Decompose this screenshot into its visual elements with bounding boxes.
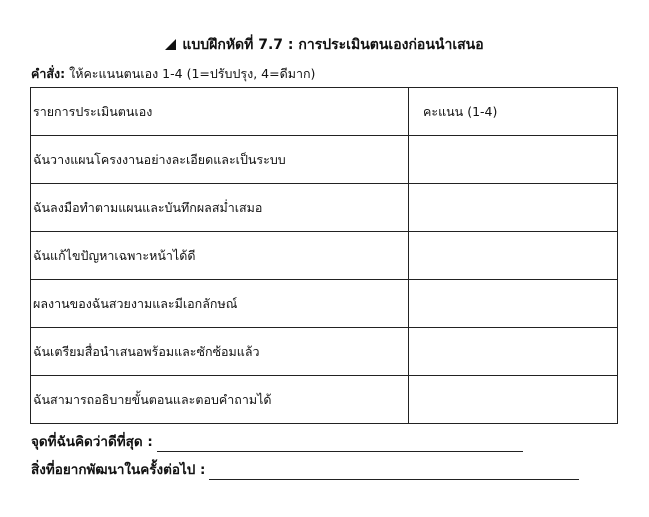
item-cell: ฉันแก้ไขปัญหาเฉพาะหน้าได้ดี bbox=[31, 232, 409, 280]
self-evaluation-table bbox=[30, 87, 618, 424]
improve-label: สิ่งที่อยากพัฒนาในครั้งต่อไป : bbox=[31, 462, 206, 478]
improve-blank[interactable] bbox=[209, 465, 579, 480]
table-row bbox=[31, 280, 618, 328]
item-cell: ฉันลงมือทำตามแผนและบันทึกผลสม่ำเสมอ bbox=[31, 184, 409, 232]
improve-line bbox=[31, 458, 579, 480]
score-cell[interactable] bbox=[409, 328, 618, 376]
instruction bbox=[31, 64, 315, 84]
best-point-label: จุดที่ฉันคิดว่าดีที่สุด : bbox=[31, 434, 153, 450]
instruction-text: ให้คะแนนตนเอง 1-4 (1=ปรับปรุง, 4=ดีมาก) bbox=[65, 66, 316, 81]
score-cell[interactable] bbox=[409, 280, 618, 328]
header-score: คะแนน (1-4) bbox=[409, 88, 618, 136]
item-cell: ฉันเตรียมสื่อนำเสนอพร้อมและซักซ้อมแล้ว bbox=[31, 328, 409, 376]
title-text: แบบฝึกหัดที่ 7.7 : การประเมินตนเองก่อนนำเสนอ bbox=[182, 37, 484, 53]
table-row bbox=[31, 376, 618, 424]
table-row bbox=[31, 184, 618, 232]
triangle-icon bbox=[165, 39, 176, 50]
item-cell: ฉันวางแผนโครงงานอย่างละเอียดและเป็นระบบ bbox=[31, 136, 409, 184]
score-cell[interactable] bbox=[409, 376, 618, 424]
score-cell[interactable] bbox=[409, 184, 618, 232]
score-cell[interactable] bbox=[409, 232, 618, 280]
instruction-label: คำสั่ง: bbox=[31, 66, 66, 81]
table-header-row bbox=[31, 88, 618, 136]
table-row bbox=[31, 136, 618, 184]
item-cell: ฉันสามารถอธิบายขั้นตอนและตอบคำถามได้ bbox=[31, 376, 409, 424]
score-cell[interactable] bbox=[409, 136, 618, 184]
best-point-blank[interactable] bbox=[157, 437, 523, 452]
table-row bbox=[31, 232, 618, 280]
worksheet-title bbox=[0, 34, 649, 56]
table-row bbox=[31, 328, 618, 376]
header-item: รายการประเมินตนเอง bbox=[31, 88, 409, 136]
item-cell: ผลงานของฉันสวยงามและมีเอกลักษณ์ bbox=[31, 280, 409, 328]
best-point-line bbox=[31, 430, 523, 452]
